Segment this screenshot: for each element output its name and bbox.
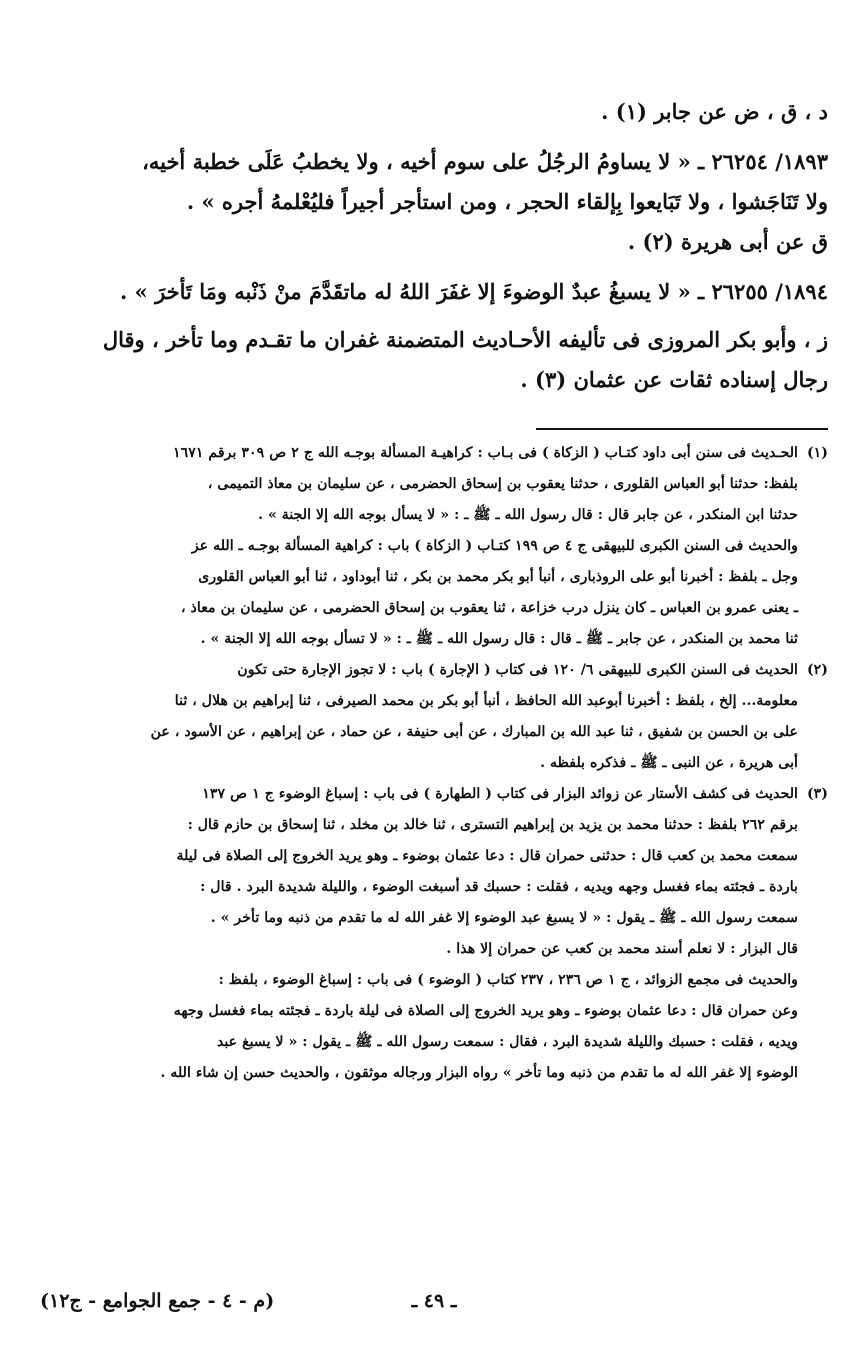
footnote-divider: [536, 428, 828, 430]
main-text: [40, 92, 828, 400]
footnote-line: معلومة... إلخ ، بلفظ : أخبرنا أبوعبد الله الحافظ ، أنبأ أبو بكر بن محمد الصيرفى ، ثنا إبراهيم بن هلال ، ثنا: [174, 693, 798, 709]
footnote-number: (١): [806, 445, 828, 461]
page-footer: [40, 1290, 828, 1322]
footnote-line: سمعت محمد بن كعب قال : حدثنى حمران قال : دعا عثمان بوضوء ـ وهو يريد الخروج إلى الصلاة فى ليلة: [176, 848, 798, 864]
footnotes: [40, 438, 828, 1089]
footnote-line: ثنا محمد بن المنكدر ، عن جابر ـ ﷺ ـ قال : قال رسول الله ـ ﷺ ـ : « لا تسأل بوجه الله إلا الجنة » .: [200, 631, 798, 647]
footnote-line: أبى هريرة ، عن النبى ـ ﷺ ـ فذكره بلفظه .: [540, 755, 798, 771]
footnote-line: وعن حمران قال : دعا عثمان بوضوء ـ وهو يريد الخروج إلى الصلاة فى ليلة باردة ـ فجئته بماء فغسل وجهه: [173, 1003, 798, 1019]
hadith-1894: ١٨٩٤/ ٢٦٢٥٥ ـ « لا يسبغُ عبدٌ الوضوءَ إلا غفَرَ اللهُ له ماتقَدَّمَ منْ ذَنْبه ومَا تَأخرَ » .: [120, 279, 828, 304]
footnote-number: (٣): [806, 786, 828, 802]
footnote-line: على بن الحسن بن شفيق ، ثنا عبد الله بن المبارك ، عن أبى حنيفة ، عن حماد ، عن إبراهيم ، عن الأسود ، عن: [150, 724, 798, 740]
source-line-3-part-2: رجال إسناده ثقات عن عثمان (٣) .: [520, 367, 828, 392]
footnote-3: [40, 779, 828, 1089]
footnote-line: الحـديث فى سنن أبى داود كتـاب ( الزكاة ) فى بـاب : كراهيـة المسألة بوجـه الله ج ٢ ص ٣٠٩ برقم ١٦٧١: [173, 445, 798, 461]
footnote-line: باردة ـ فجئته بماء فغسل وجهه ويديه ، فقلت : حسبك قد أسبغت الوضوء ، والليلة شديدة البرد . قال :: [200, 879, 798, 895]
hadith-1893-line-2: ولا تَنَاجَشوا ، ولا تَبَايعوا بِإلقاء الحجر ، ومن استأجر أجيراً فليُعْلمهُ أجره » .: [186, 189, 828, 214]
footnote-line: وجل ـ بلفظ : أخبرنا أبو على الروذبارى ، أنبأ أبو بكر محمد بن بكر ، ثنا أبوداود ، ثنا أبو العباس القلورى: [198, 569, 798, 585]
footnote-body: [40, 438, 798, 655]
footnote-2: [40, 655, 828, 779]
page-number: ـ ٤٩ ـ: [411, 1290, 457, 1312]
source-line-3-part-1: ز ، وأبو بكر المروزى فى تأليفه الأحـاديث المتضمنة غفران ما تقـدم وما تأخر ، وقال: [102, 327, 828, 352]
footnote-line: ويديه ، فقلت : حسبك والليلة شديدة البرد ، فقال : سمعت رسول الله ـ ﷺ ـ يقول : « لا يسبغ عبد: [216, 1034, 798, 1050]
footnote-line: والحديث فى مجمع الزوائد ، ج ١ ص ٢٣٦ ، ٢٣٧ كتاب ( الوضوء ) فى باب : إسباغ الوضوء ، بلفظ :: [218, 972, 798, 988]
footnote-body: [40, 655, 798, 779]
footnote-line: سمعت رسول الله ـ ﷺ ـ يقول : « لا يسبغ عبد الوضوء إلا غفر الله له ما تقدم من ذنبه وما تأخر » .: [210, 910, 798, 926]
footnote-line: الحديث فى كشف الأستار عن زوائد البزار فى كتاب ( الطهارة ) فى باب : إسباغ الوضوء ج ١ ص ١٣٧: [202, 786, 798, 802]
source-line-2: ق عن أبى هريرة (٢) .: [627, 229, 828, 254]
footnote-line: الحديث فى السنن الكبرى للبيهقى ٦/ ١٢٠ فى كتاب ( الإجارة ) باب : لا تجوز الإجارة حتى تكون: [237, 662, 798, 678]
footnote-number: (٢): [806, 662, 828, 678]
footnote-line: حدثنا ابن المنكدر ، عن جابر قال : قال رسول الله ـ ﷺ ـ : « لا يسأل بوجه الله إلا الجنة » .: [258, 507, 798, 523]
footnote-1: [40, 438, 828, 655]
footnote-line: ـ يعنى عمرو بن العباس ـ كان ينزل درب خزاعة ، ثنا يعقوب بن إسحاق الحضرمى ، عن سليمان بن معاذ ،: [181, 600, 798, 616]
footnote-line: والحديث فى السنن الكبرى للبيهقى ج ٤ ص ١٩٩ كتـاب ( الزكاة ) باب : كراهية المسألة بوجـه ـ الله عز: [191, 538, 798, 554]
footnote-line: الوضوء إلا غفر الله له ما تقدم من ذنبه وما تأخر » رواه البزار ورجاله موثقون ، والحديث حسن إن شاء الله .: [160, 1065, 798, 1081]
hadith-1893-line-1: ١٨٩٣/ ٢٦٢٥٤ ـ « لا يساومُ الرجُلُ على سوم أخيه ، ولا يخطبُ عَلَى خطبة أخيه،: [142, 149, 828, 174]
footnote-body: [40, 779, 798, 1089]
signature-mark: (م - ٤ - جمع الجوامع - ج١٢): [40, 1290, 275, 1312]
footnote-line: بلفظ: حدثنا أبو العباس القلورى ، حدثنا يعقوب بن إسحاق الحضرمى ، عن سليمان بن معاذ التميمى ،: [207, 476, 798, 492]
footnote-line: برقم ٢٦٢ بلفظ : حدثنا محمد بن يزيد بن إبراهيم التسترى ، ثنا خالد بن مخلد ، ثنا إسحاق بن حازم قال :: [187, 817, 798, 833]
source-line-1: د ، ق ، ض عن جابر (١) .: [601, 99, 828, 124]
footnote-line: قال البزار : لا نعلم أسند محمد بن كعب عن حمران إلا هذا .: [446, 941, 798, 957]
